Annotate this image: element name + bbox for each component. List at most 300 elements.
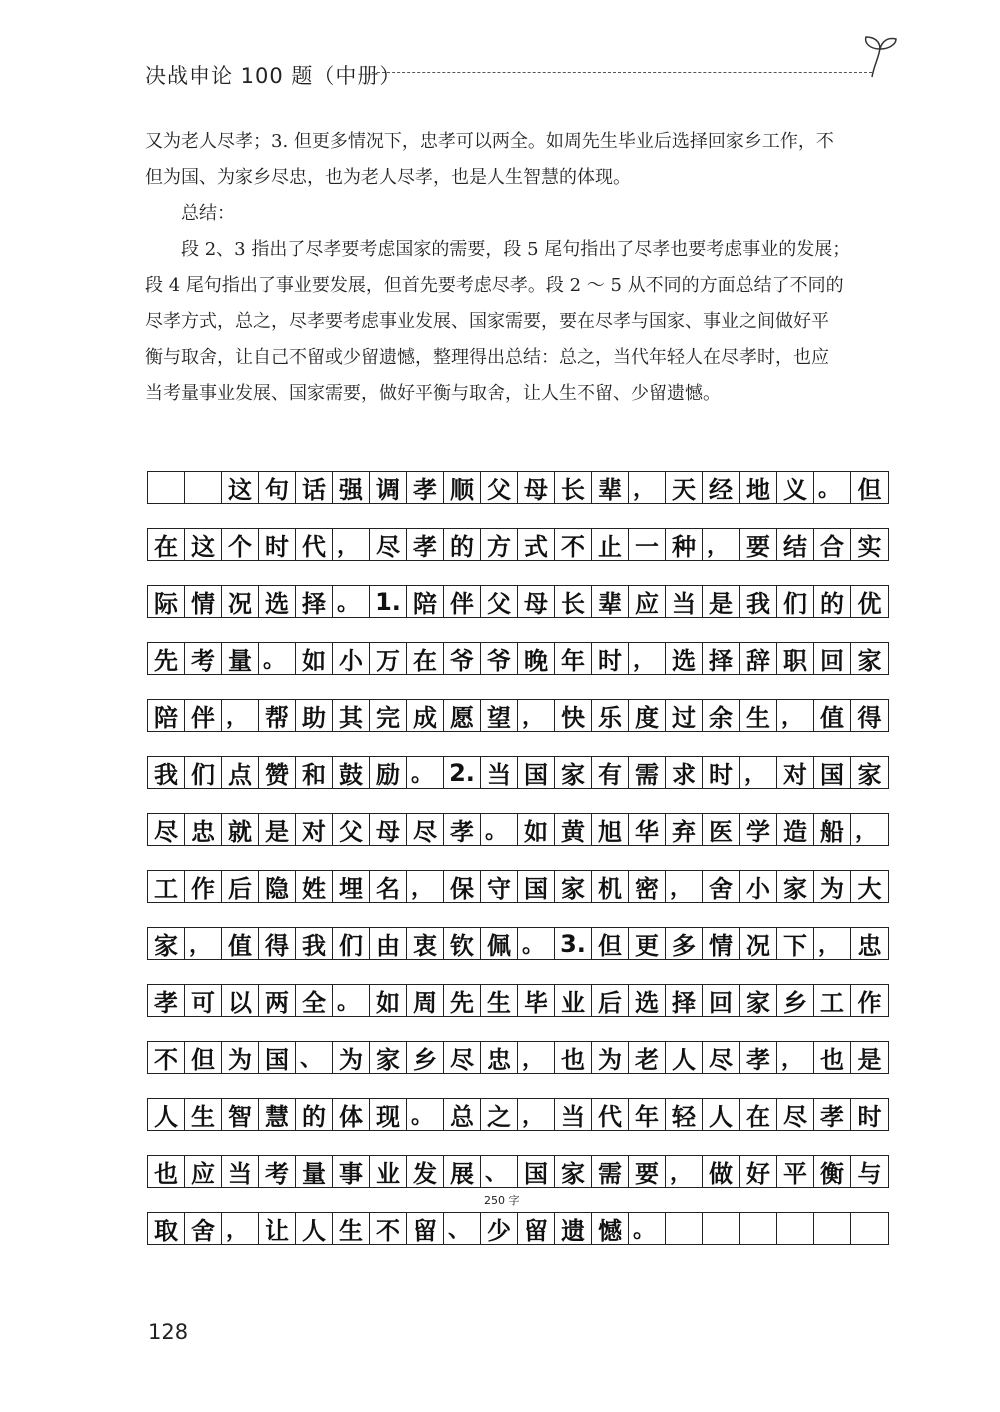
book-title: 决战申论 100 题（中册） <box>145 64 402 88</box>
grid-cell: 在 <box>740 1099 777 1130</box>
grid-cell: 得 <box>259 928 296 959</box>
grid-cell: 但 <box>185 1042 222 1073</box>
grid-cell: 憾 <box>592 1213 629 1244</box>
grid-cell: 下 <box>777 928 814 959</box>
grid-cell: 愿 <box>444 700 481 731</box>
grid-cell: 话 <box>296 472 333 503</box>
grid-cell: 考 <box>185 643 222 674</box>
grid-cell: 名 <box>370 871 407 902</box>
grid-cell: 生 <box>333 1213 370 1244</box>
grid-cell: 母 <box>518 472 555 503</box>
grid-cell: 代 <box>592 1099 629 1130</box>
grid-cell: 陪 <box>407 586 444 617</box>
grid-cell: 以 <box>222 985 259 1016</box>
grid-cell: 择 <box>296 586 333 617</box>
grid-cell: 造 <box>777 814 814 845</box>
grid-cell: 快 <box>555 700 592 731</box>
grid-cell: 国 <box>814 757 851 788</box>
grid-cell: ， <box>851 814 889 845</box>
grid-cell: 弃 <box>666 814 703 845</box>
grid-cell: 对 <box>777 757 814 788</box>
grid-cell: 要 <box>740 529 777 560</box>
grid-cell: 就 <box>222 814 259 845</box>
grid-cell: 轻 <box>666 1099 703 1130</box>
grid-cell: 选 <box>259 586 296 617</box>
grid-cell: 家 <box>555 1156 592 1187</box>
grid-cell: ， <box>518 1099 555 1130</box>
grid-cell: 取 <box>148 1213 185 1244</box>
grid-cell: 代 <box>296 529 333 560</box>
grid-cell: 经 <box>703 472 740 503</box>
grid-cell: 爷 <box>444 643 481 674</box>
handwriting-grid <box>147 471 889 1269</box>
grid-cell: ， <box>185 928 222 959</box>
grid-cell: 多 <box>666 928 703 959</box>
grid-cell: ， <box>814 928 851 959</box>
grid-cell: 成 <box>407 700 444 731</box>
grid-cell: 职 <box>777 643 814 674</box>
grid-cell: 值 <box>222 928 259 959</box>
grid-cell: 晚 <box>518 643 555 674</box>
grid-row <box>147 642 889 675</box>
grid-cell: 也 <box>814 1042 851 1073</box>
grid-cell: 时 <box>592 643 629 674</box>
grid-cell: 老 <box>629 1042 666 1073</box>
grid-cell: 其 <box>333 700 370 731</box>
grid-cell: 助 <box>296 700 333 731</box>
grid-cell: 求 <box>666 757 703 788</box>
summary-label: 总结： <box>181 203 235 224</box>
grid-cell: 周 <box>407 985 444 1016</box>
grid-cell: 择 <box>666 985 703 1016</box>
grid-cell: 工 <box>148 871 185 902</box>
grid-cell: 事 <box>333 1156 370 1187</box>
grid-cell: 爷 <box>481 643 518 674</box>
grid-cell: 强 <box>333 472 370 503</box>
grid-cell: 旭 <box>592 814 629 845</box>
grid-cell: 工 <box>814 985 851 1016</box>
grid-cell <box>703 1213 740 1244</box>
grid-cell: 钦 <box>444 928 481 959</box>
grid-cell <box>814 1213 851 1244</box>
grid-cell: 和 <box>296 757 333 788</box>
grid-cell: 后 <box>592 985 629 1016</box>
grid-cell: 帮 <box>259 700 296 731</box>
grid-cell: 不 <box>370 1213 407 1244</box>
grid-cell: 量 <box>222 643 259 674</box>
grid-cell: 况 <box>222 586 259 617</box>
grid-cell: 。 <box>259 643 296 674</box>
grid-cell: 2. <box>444 757 481 788</box>
grid-cell: 回 <box>703 985 740 1016</box>
grid-cell: 合 <box>814 529 851 560</box>
grid-cell: 1. <box>370 586 407 617</box>
grid-cell: 陪 <box>148 700 185 731</box>
grid-cell: 况 <box>740 928 777 959</box>
grid-cell <box>777 1213 814 1244</box>
grid-cell: ， <box>518 700 555 731</box>
grid-cell: 尽 <box>703 1042 740 1073</box>
grid-cell: 励 <box>370 757 407 788</box>
grid-cell: 当 <box>555 1099 592 1130</box>
grid-cell: 让 <box>259 1213 296 1244</box>
grid-cell: 由 <box>370 928 407 959</box>
grid-cell: 家 <box>148 928 185 959</box>
grid-cell: 不 <box>555 529 592 560</box>
text-line: 又为老人尽孝；3. 但更多情况下，忠孝可以两全。如周先生毕业后选择回家乡工作，不 <box>145 131 834 152</box>
grid-cell: 时 <box>703 757 740 788</box>
grid-cell: 人 <box>666 1042 703 1073</box>
grid-cell: 长 <box>555 472 592 503</box>
grid-cell: 。 <box>481 814 518 845</box>
grid-cell: 。 <box>814 472 851 503</box>
grid-cell: 总 <box>444 1099 481 1130</box>
grid-cell: 。 <box>407 1099 444 1130</box>
grid-cell <box>185 472 222 503</box>
grid-cell: 实 <box>851 529 889 560</box>
grid-cell: 国 <box>518 757 555 788</box>
grid-cell: 辈 <box>592 472 629 503</box>
grid-cell: 量 <box>296 1156 333 1187</box>
grid-cell: 时 <box>851 1099 889 1130</box>
grid-cell: 之 <box>481 1099 518 1130</box>
grid-cell: 我 <box>740 586 777 617</box>
grid-cell: 得 <box>851 700 889 731</box>
grid-cell: 隐 <box>259 871 296 902</box>
grid-cell: 义 <box>777 472 814 503</box>
grid-cell: 孝 <box>814 1099 851 1130</box>
grid-row <box>147 1041 889 1074</box>
grid-cell: ， <box>629 643 666 674</box>
grid-cell: 一 <box>629 529 666 560</box>
grid-cell: 际 <box>148 586 185 617</box>
grid-cell: ， <box>703 529 740 560</box>
grid-cell: ， <box>222 1213 259 1244</box>
grid-cell: 家 <box>370 1042 407 1073</box>
answer-text <box>145 124 890 412</box>
grid-cell: 。 <box>407 757 444 788</box>
grid-cell: 医 <box>703 814 740 845</box>
grid-cell: 也 <box>148 1156 185 1187</box>
grid-cell: 调 <box>370 472 407 503</box>
grid-row <box>147 1212 889 1245</box>
grid-cell: 佩 <box>481 928 518 959</box>
grid-cell: 学 <box>740 814 777 845</box>
grid-cell: 。 <box>629 1213 666 1244</box>
grid-row <box>147 984 889 1017</box>
grid-cell: 天 <box>666 472 703 503</box>
grid-cell: 乐 <box>592 700 629 731</box>
grid-cell: 乡 <box>407 1042 444 1073</box>
grid-cell: 更 <box>629 928 666 959</box>
grid-cell: 点 <box>222 757 259 788</box>
grid-cell: 舍 <box>703 871 740 902</box>
grid-cell: 发 <box>407 1156 444 1187</box>
grid-cell: ， <box>407 871 444 902</box>
grid-cell: 家 <box>555 871 592 902</box>
grid-cell: 句 <box>259 472 296 503</box>
grid-cell: 值 <box>814 700 851 731</box>
grid-cell: 保 <box>444 871 481 902</box>
grid-cell: 衷 <box>407 928 444 959</box>
grid-cell: 毕 <box>518 985 555 1016</box>
grid-cell: 为 <box>333 1042 370 1073</box>
word-count-label: 250 字 <box>484 1194 520 1207</box>
grid-cell: 孝 <box>444 814 481 845</box>
grid-cell: 父 <box>481 472 518 503</box>
grid-cell: 余 <box>703 700 740 731</box>
grid-row <box>147 1155 889 1188</box>
grid-cell: 生 <box>740 700 777 731</box>
grid-cell: 黄 <box>555 814 592 845</box>
grid-cell: 年 <box>555 643 592 674</box>
grid-cell: 如 <box>518 814 555 845</box>
grid-cell: 度 <box>629 700 666 731</box>
grid-cell: 尽 <box>370 529 407 560</box>
grid-cell: 需 <box>592 1156 629 1187</box>
grid-cell: 回 <box>814 643 851 674</box>
grid-cell: 不 <box>148 1042 185 1073</box>
grid-cell: 后 <box>222 871 259 902</box>
grid-cell: 。 <box>333 586 370 617</box>
grid-cell: 孝 <box>407 529 444 560</box>
grid-cell: 辈 <box>592 586 629 617</box>
grid-cell: 作 <box>851 985 889 1016</box>
grid-cell: 个 <box>222 529 259 560</box>
grid-cell <box>851 1213 889 1244</box>
grid-cell: 父 <box>333 814 370 845</box>
grid-cell: 智 <box>222 1099 259 1130</box>
grid-cell: 展 <box>444 1156 481 1187</box>
grid-cell: 如 <box>370 985 407 1016</box>
grid-cell: 、 <box>481 1156 518 1187</box>
grid-cell: 长 <box>555 586 592 617</box>
grid-cell: 为 <box>592 1042 629 1073</box>
grid-cell: 应 <box>185 1156 222 1187</box>
grid-cell: 择 <box>703 643 740 674</box>
grid-cell: 选 <box>629 985 666 1016</box>
grid-row <box>147 699 889 732</box>
grid-cell: 国 <box>259 1042 296 1073</box>
grid-cell: 人 <box>148 1099 185 1130</box>
grid-cell: 慧 <box>259 1099 296 1130</box>
grid-cell: 对 <box>296 814 333 845</box>
grid-cell: 尽 <box>444 1042 481 1073</box>
grid-cell: 业 <box>555 985 592 1016</box>
grid-cell: 式 <box>518 529 555 560</box>
grid-cell: 当 <box>666 586 703 617</box>
grid-cell: 这 <box>222 472 259 503</box>
grid-cell: 小 <box>740 871 777 902</box>
grid-cell: 的 <box>444 529 481 560</box>
grid-cell: 生 <box>481 985 518 1016</box>
grid-cell: 们 <box>185 757 222 788</box>
grid-cell: 守 <box>481 871 518 902</box>
grid-row <box>147 870 889 903</box>
grid-row <box>147 927 889 960</box>
grid-cell: 在 <box>148 529 185 560</box>
grid-cell: 家 <box>555 757 592 788</box>
grid-cell: 遗 <box>555 1213 592 1244</box>
grid-cell: 要 <box>629 1156 666 1187</box>
grid-cell: ， <box>666 871 703 902</box>
grid-cell: 现 <box>370 1099 407 1130</box>
text-line: 但为国、为家乡尽忠，也为老人尽孝，也是人生智慧的体现。 <box>145 167 631 188</box>
grid-cell: 应 <box>629 586 666 617</box>
grid-cell: 是 <box>703 586 740 617</box>
header-divider <box>372 72 872 73</box>
grid-cell: 忠 <box>851 928 889 959</box>
grid-cell: 这 <box>185 529 222 560</box>
grid-row <box>147 528 889 561</box>
grid-cell: 种 <box>666 529 703 560</box>
page-number: 128 <box>148 1320 189 1344</box>
grid-row <box>147 585 889 618</box>
summary-line: 段 4 尾句指出了事业要发展，但首先要考虑尽孝。段 2 ～ 5 从不同的方面总结了不同的 <box>145 275 844 296</box>
grid-cell: 船 <box>814 814 851 845</box>
grid-cell: ， <box>629 472 666 503</box>
grid-cell: 3. <box>555 928 592 959</box>
grid-cell: 机 <box>592 871 629 902</box>
grid-cell: 留 <box>518 1213 555 1244</box>
grid-cell: 业 <box>370 1156 407 1187</box>
grid-cell: 先 <box>444 985 481 1016</box>
grid-cell: 衡 <box>814 1156 851 1187</box>
grid-cell: 如 <box>296 643 333 674</box>
grid-row <box>147 813 889 846</box>
grid-cell: 。 <box>518 928 555 959</box>
grid-cell: 过 <box>666 700 703 731</box>
grid-cell: 、 <box>296 1042 333 1073</box>
grid-cell: 完 <box>370 700 407 731</box>
grid-cell: 赞 <box>259 757 296 788</box>
grid-cell: 的 <box>296 1099 333 1130</box>
grid-cell: 埋 <box>333 871 370 902</box>
grid-cell: 国 <box>518 871 555 902</box>
grid-cell: 。 <box>333 985 370 1016</box>
grid-cell: 人 <box>703 1099 740 1130</box>
grid-row <box>147 756 889 789</box>
grid-cell: 顺 <box>444 472 481 503</box>
grid-cell: 我 <box>148 757 185 788</box>
grid-cell: 作 <box>185 871 222 902</box>
grid-cell: 与 <box>851 1156 889 1187</box>
grid-cell: 父 <box>481 586 518 617</box>
grid-cell: ， <box>777 700 814 731</box>
grid-cell <box>740 1213 777 1244</box>
grid-cell: 方 <box>481 529 518 560</box>
grid-cell: 尽 <box>777 1099 814 1130</box>
grid-cell: 大 <box>851 871 889 902</box>
grid-cell: 结 <box>777 529 814 560</box>
grid-cell: 家 <box>851 757 889 788</box>
grid-cell: 密 <box>629 871 666 902</box>
grid-cell: 伴 <box>444 586 481 617</box>
grid-cell: 忠 <box>185 814 222 845</box>
grid-cell: 生 <box>185 1099 222 1130</box>
grid-cell: 两 <box>259 985 296 1016</box>
grid-cell: 时 <box>259 529 296 560</box>
grid-cell: 尽 <box>148 814 185 845</box>
summary-line: 衡与取舍，让自己不留或少留遗憾，整理得出总结：总之，当代年轻人在尽孝时，也应 <box>145 347 829 368</box>
grid-cell <box>148 472 185 503</box>
grid-cell: ， <box>777 1042 814 1073</box>
grid-cell: 但 <box>851 472 889 503</box>
grid-cell: 们 <box>777 586 814 617</box>
grid-cell: ， <box>518 1042 555 1073</box>
grid-cell: 考 <box>259 1156 296 1187</box>
grid-cell: 但 <box>592 928 629 959</box>
grid-cell: 家 <box>851 643 889 674</box>
grid-cell: 孝 <box>148 985 185 1016</box>
grid-cell: 做 <box>703 1156 740 1187</box>
grid-cell: 在 <box>407 643 444 674</box>
grid-cell <box>666 1213 703 1244</box>
grid-cell: 为 <box>222 1042 259 1073</box>
grid-cell: ， <box>666 1156 703 1187</box>
grid-cell: ， <box>333 529 370 560</box>
grid-cell: 的 <box>814 586 851 617</box>
grid-cell: 情 <box>703 928 740 959</box>
grid-cell: 乡 <box>777 985 814 1016</box>
grid-cell: 们 <box>333 928 370 959</box>
grid-cell: 国 <box>518 1156 555 1187</box>
summary-line: 段 2、3 指出了尽孝要考虑国家的需要，段 5 尾句指出了尽孝也要考虑事业的发展； <box>181 239 851 260</box>
grid-cell: 姓 <box>296 871 333 902</box>
grid-cell: 有 <box>592 757 629 788</box>
grid-cell: 年 <box>629 1099 666 1130</box>
grid-cell: 少 <box>481 1213 518 1244</box>
summary-line: 当考量事业发展、国家需要，做好平衡与取舍，让人生不留、少留遗憾。 <box>145 383 721 404</box>
grid-row <box>147 1098 889 1131</box>
grid-cell: 平 <box>777 1156 814 1187</box>
grid-cell: 选 <box>666 643 703 674</box>
grid-cell: 舍 <box>185 1213 222 1244</box>
grid-cell: 为 <box>814 871 851 902</box>
grid-cell: 留 <box>407 1213 444 1244</box>
grid-cell: 万 <box>370 643 407 674</box>
grid-cell: ， <box>740 757 777 788</box>
grid-cell: 需 <box>629 757 666 788</box>
grid-cell: 先 <box>148 643 185 674</box>
grid-cell: ， <box>222 700 259 731</box>
grid-cell: 也 <box>555 1042 592 1073</box>
grid-cell: 辞 <box>740 643 777 674</box>
grid-cell: 母 <box>518 586 555 617</box>
grid-cell: 家 <box>740 985 777 1016</box>
grid-cell: 孝 <box>740 1042 777 1073</box>
grid-cell: 止 <box>592 529 629 560</box>
grid-cell: 当 <box>481 757 518 788</box>
grid-cell: 体 <box>333 1099 370 1130</box>
sprout-icon <box>860 35 900 79</box>
grid-cell: 鼓 <box>333 757 370 788</box>
summary-line: 尽孝方式，总之，尽孝要考虑事业发展、国家需要，要在尽孝与国家、事业之间做好平 <box>145 311 829 332</box>
grid-cell: 好 <box>740 1156 777 1187</box>
grid-cell: 母 <box>370 814 407 845</box>
grid-cell: 情 <box>185 586 222 617</box>
grid-cell: 望 <box>481 700 518 731</box>
grid-cell: 、 <box>444 1213 481 1244</box>
grid-cell: 可 <box>185 985 222 1016</box>
grid-cell: 家 <box>777 871 814 902</box>
grid-cell: 华 <box>629 814 666 845</box>
grid-row <box>147 471 889 504</box>
grid-cell: 小 <box>333 643 370 674</box>
grid-cell: 全 <box>296 985 333 1016</box>
grid-cell: 孝 <box>407 472 444 503</box>
grid-cell: 是 <box>851 1042 889 1073</box>
